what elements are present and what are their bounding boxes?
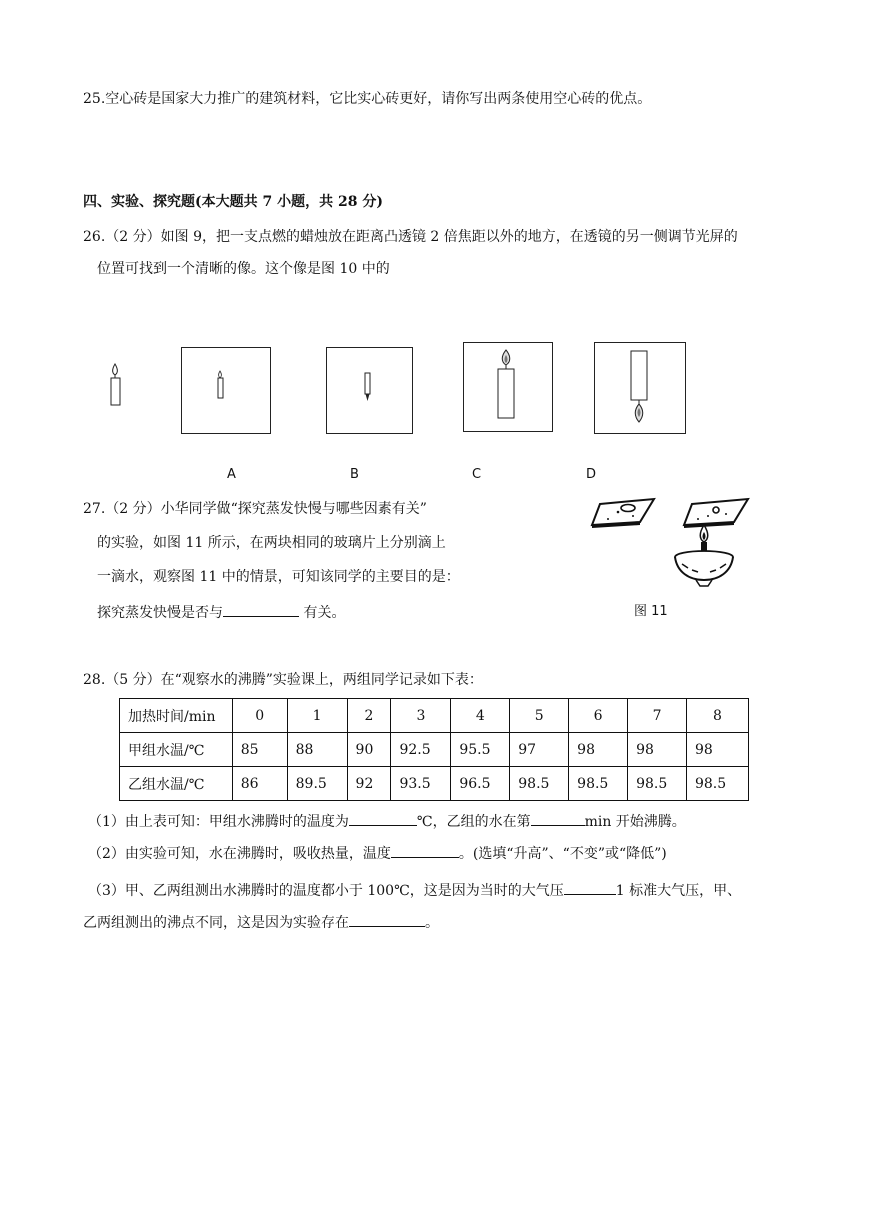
- table-cell: 95.5: [451, 733, 510, 767]
- table-header-cell: 5: [510, 699, 569, 733]
- table-cell: 86: [232, 767, 287, 801]
- table-cell: 93.5: [391, 767, 451, 801]
- table-header-row: [120, 699, 749, 733]
- q28-part3-text-a: （3）甲、乙两组测出水沸腾时的温度都小于 100℃，这是因为当时的大气压: [88, 883, 564, 899]
- table-header-cell: 2: [347, 699, 391, 733]
- table-cell: 97: [510, 733, 569, 767]
- option-c-label: C: [472, 467, 482, 482]
- table-header-cell: 加热时间/min: [120, 699, 233, 733]
- table-header-cell: 8: [686, 699, 748, 733]
- q28-boiling-temp-blank[interactable]: [349, 811, 417, 826]
- figure-11-image: [588, 492, 758, 592]
- table-header-cell: 4: [451, 699, 510, 733]
- q28-part2: [88, 843, 667, 864]
- table-cell: 98.5: [686, 767, 748, 801]
- q26-line2: 位置可找到一个清晰的像。这个像是图 10 中的: [97, 261, 390, 277]
- table-cell: 98: [628, 733, 687, 767]
- table-cell: 98.5: [510, 767, 569, 801]
- figure-11-caption: 图 11: [634, 604, 668, 619]
- q27-line4-suffix: 有关。: [299, 605, 346, 621]
- q28-part3: [88, 880, 741, 901]
- q28-part2-text-a: （2）由实验可知，水在沸腾时，吸收热量，温度: [88, 846, 391, 862]
- q28-part1-text-c: min 开始沸腾。: [584, 814, 686, 830]
- table-cell: 88: [287, 733, 347, 767]
- table-cell: 92.5: [391, 733, 451, 767]
- q28-pressure-blank[interactable]: [564, 880, 616, 895]
- q27-answer-blank[interactable]: [223, 602, 299, 617]
- table-cell: 98.5: [569, 767, 628, 801]
- table-cell: 98: [686, 733, 748, 767]
- q26-line1: 26.（2 分）如图 9，把一支点燃的蜡烛放在距离凸透镜 2 倍焦距以外的地方，在透镜的另一侧调节光屏的: [83, 229, 738, 245]
- boiling-data-table: [119, 698, 749, 801]
- table-cell: 乙组水温/℃: [120, 767, 233, 801]
- figure-9-candle: [100, 360, 130, 408]
- table-cell: 98.5: [628, 767, 687, 801]
- table-header-cell: 3: [391, 699, 451, 733]
- table-header-cell: 6: [569, 699, 628, 733]
- option-d-label: D: [586, 467, 597, 482]
- table-header-cell: 7: [628, 699, 687, 733]
- table-row-group-yi: [120, 767, 749, 801]
- q28-temperature-change-blank[interactable]: [391, 843, 459, 858]
- section-heading: 四、实验、探究题(本大题共 7 小题，共 28 分): [83, 194, 383, 210]
- q27-line4: [97, 602, 345, 623]
- table-header-cell: 0: [232, 699, 287, 733]
- table-cell: 92: [347, 767, 391, 801]
- table-cell: 96.5: [451, 767, 510, 801]
- q28-part1-text-b: ℃，乙组的水在第: [416, 814, 531, 830]
- option-a-label: A: [227, 467, 236, 482]
- q27-line2: 的实验，如图 11 所示，在两块相同的玻璃片上分别滴上: [97, 535, 446, 551]
- option-b-label: B: [350, 467, 359, 482]
- q25-text: 25.空心砖是国家大力推广的建筑材料，它比实心砖更好，请你写出两条使用空心砖的优点。: [83, 91, 652, 107]
- q28-part1: [88, 811, 686, 832]
- q28-boiling-minute-blank[interactable]: [531, 811, 585, 826]
- option-c-image: [463, 342, 553, 432]
- table-cell: 89.5: [287, 767, 347, 801]
- q27-line1: 27.（2 分）小华同学做“探究蒸发快慢与哪些因素有关”: [83, 501, 427, 517]
- q28-part3-cont: [83, 912, 439, 933]
- table-cell: 甲组水温/℃: [120, 733, 233, 767]
- q28-intro: 28.（5 分）在“观察水的沸腾”实验课上，两组同学记录如下表：: [83, 672, 483, 688]
- table-cell: 90: [347, 733, 391, 767]
- q28-part3-text-c: 乙两组测出的沸点不同，这是因为实验存在: [83, 915, 349, 931]
- table-header-cell: 1: [287, 699, 347, 733]
- option-b-image: [326, 347, 413, 434]
- table-cell: 85: [232, 733, 287, 767]
- q28-part2-text-b: 。(选填“升高”、“不变”或“降低”): [458, 846, 667, 862]
- q27-line3: 一滴水，观察图 11 中的情景，可知该同学的主要目的是：: [97, 569, 460, 585]
- q28-part3-text-b: 1 标准大气压，甲、: [615, 883, 742, 899]
- option-d-image: [594, 342, 686, 434]
- q28-part3-text-d: 。: [425, 915, 439, 931]
- table-row-group-jia: [120, 733, 749, 767]
- q27-line4-prefix: 探究蒸发快慢是否与: [97, 605, 223, 621]
- q28-experiment-error-blank[interactable]: [349, 912, 425, 927]
- q28-part1-text-a: （1）由上表可知：甲组水沸腾时的温度为: [88, 814, 349, 830]
- option-a-image: [181, 347, 271, 434]
- table-cell: 98: [569, 733, 628, 767]
